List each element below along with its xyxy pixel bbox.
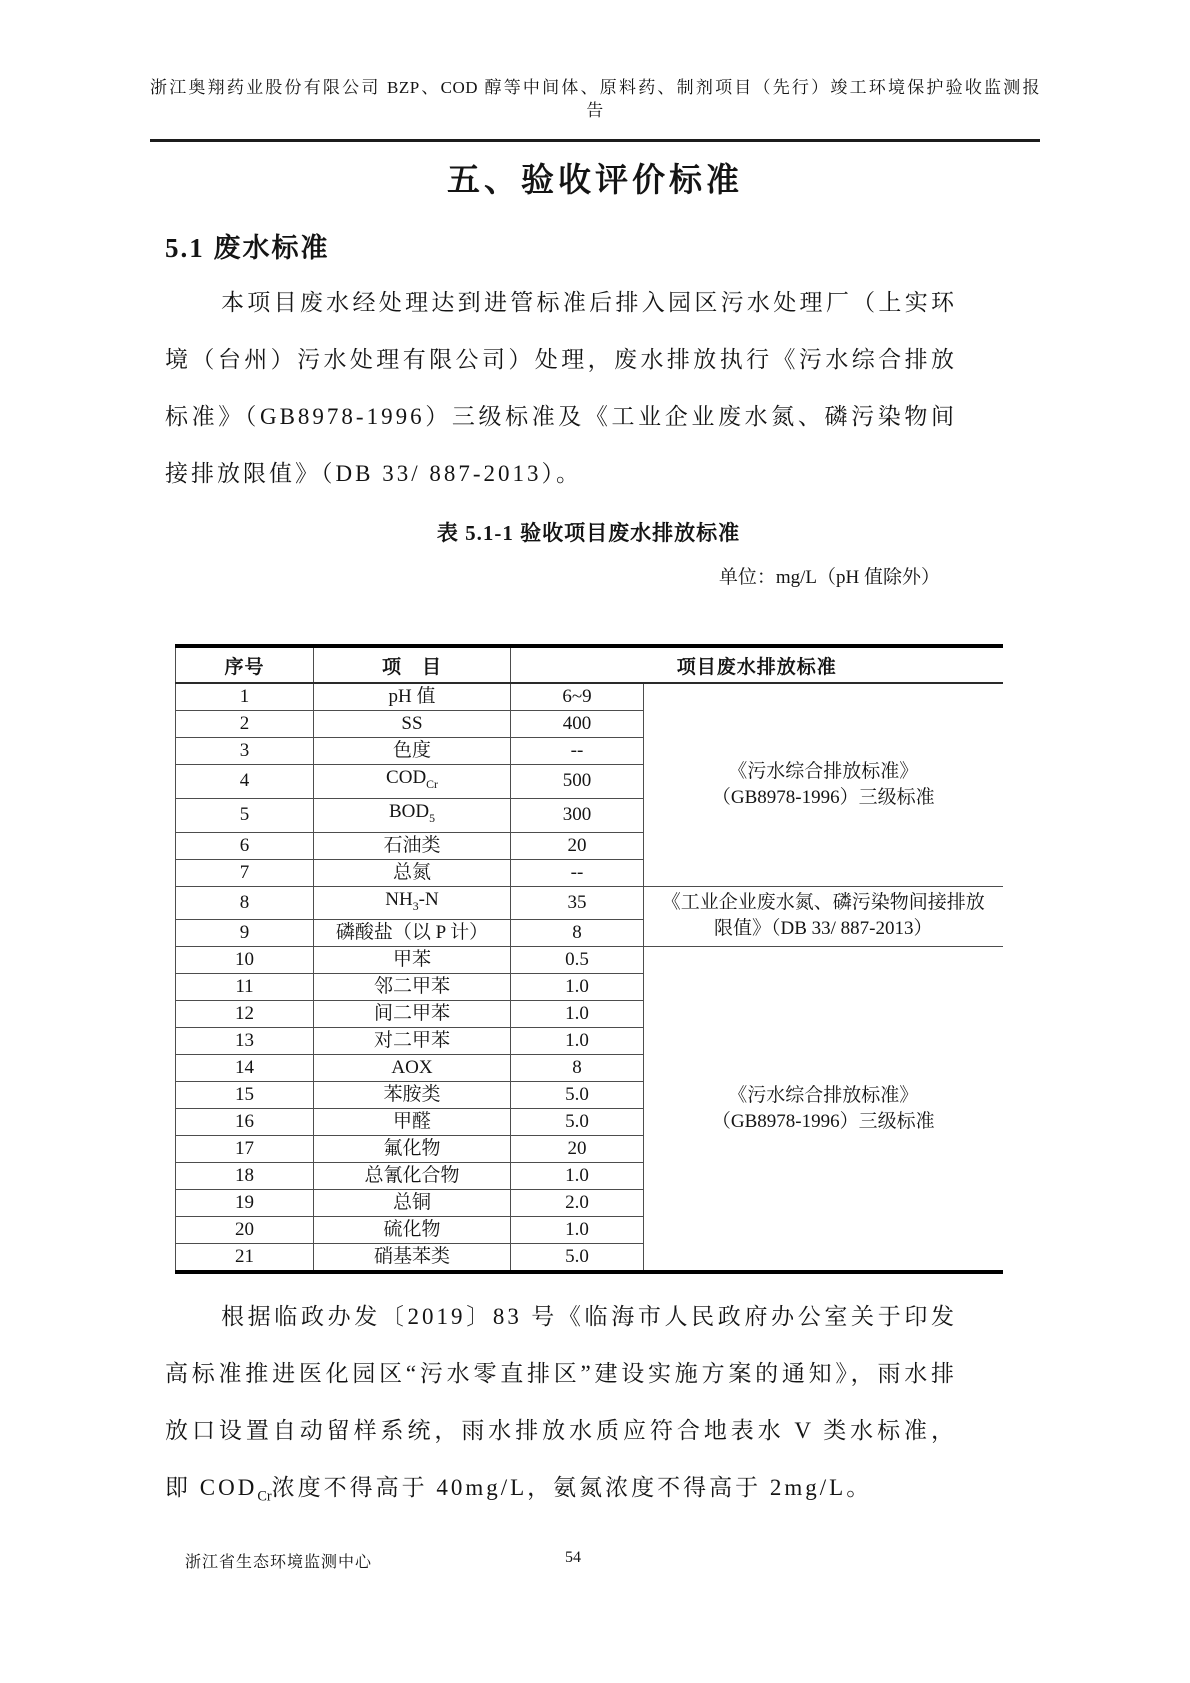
text-segment: 放口设置自动留样系统，雨水排放水质应符合地表水 V 类水标准， — [165, 1418, 957, 1443]
cell-no: 14 — [176, 1055, 314, 1082]
unit-note: 单位：mg/L（pH 值除外） — [718, 567, 940, 588]
col-header-item: 项 目 — [314, 646, 511, 683]
text-segment: 总氰化合物 — [364, 1165, 460, 1187]
standard-reference-line: （GB8978-1996）三级标准 — [711, 1110, 935, 1132]
cell-value: -- — [511, 738, 644, 765]
col-header-standard: 项目废水排放标准 — [511, 646, 1003, 683]
cell-value: 1.0 — [511, 1001, 644, 1028]
cell-value: 400 — [511, 711, 644, 738]
text-segment: 间二甲苯 — [373, 1003, 450, 1025]
cell-value: 1.0 — [511, 974, 644, 1001]
cell-item — [314, 683, 511, 711]
cell-no: 16 — [176, 1109, 314, 1136]
cell-value: 300 — [511, 798, 644, 832]
text-segment: COD — [386, 767, 427, 788]
cell-value: 1.0 — [511, 1217, 644, 1244]
cell-no: 15 — [176, 1082, 314, 1109]
text-segment: 色度 — [392, 740, 431, 761]
text-segment: NH — [385, 888, 413, 910]
cell-no: 21 — [176, 1244, 314, 1273]
subscript-text: Cr — [426, 777, 438, 791]
standard-reference-line: 《污水综合排放标准》 — [728, 760, 919, 782]
text-segment: SS — [401, 713, 423, 734]
cell-item — [314, 711, 511, 738]
cell-value: 1.0 — [511, 1028, 644, 1055]
paragraph-line — [165, 331, 957, 388]
text-segment: 本项目废水经处理达到进管标准后排入园区污水处理厂（上实环 — [221, 290, 957, 315]
cell-value: 6~9 — [511, 683, 644, 711]
running-header-line: 浙江奥翔药业股份有限公司 BZP、COD 醇等中间体、原料药、制剂项目（先行）竣工环境保护验收监测报 — [150, 78, 1040, 97]
cell-no: 12 — [176, 1001, 314, 1028]
paragraph-line — [165, 445, 957, 502]
cell-value: 5.0 — [511, 1082, 644, 1109]
table-row — [176, 947, 1003, 974]
text-segment: 浓度不得高于 40mg/L，氨氮浓度不得高于 2mg/L。 — [271, 1475, 873, 1500]
paragraph-line — [165, 1345, 957, 1402]
paragraph-line — [165, 388, 957, 445]
text-segment: 甲醛 — [392, 1111, 431, 1133]
paragraph-line — [165, 1459, 957, 1526]
cell-item — [314, 738, 511, 765]
cell-value: 35 — [511, 886, 644, 920]
text-segment: BOD — [388, 800, 430, 822]
table-caption: 表 5.1-1 验收项目废水排放标准 — [436, 521, 741, 545]
cell-no: 17 — [176, 1136, 314, 1163]
cell-no: 19 — [176, 1190, 314, 1217]
cell-value: 500 — [511, 765, 644, 799]
cell-item — [314, 1028, 511, 1055]
footer-org-name: 浙江省生态环境监测中心 — [185, 1554, 373, 1571]
cell-item — [314, 886, 511, 920]
text-segment: 即 COD — [165, 1475, 258, 1500]
cell-item — [314, 1190, 511, 1217]
subscript-text: 5 — [429, 811, 435, 825]
cell-value: 8 — [511, 1055, 644, 1082]
text-segment: 境（台州）污水处理有限公司）处理，废水排放执行《污水综合排放 — [165, 347, 957, 372]
cell-no: 7 — [176, 859, 314, 886]
cell-item — [314, 1244, 511, 1273]
cell-no: 13 — [176, 1028, 314, 1055]
text-segment: 硫化物 — [383, 1219, 441, 1241]
cell-item — [314, 859, 511, 886]
standard-reference-line: 《污水综合排放标准》 — [728, 1084, 919, 1106]
text-segment: 接排放限值》（DB 33/ 887-2013）。 — [165, 461, 582, 486]
cell-value: 20 — [511, 832, 644, 859]
cell-item — [314, 1082, 511, 1109]
cell-no: 18 — [176, 1163, 314, 1190]
cell-no: 1 — [176, 683, 314, 711]
cell-item — [314, 1217, 511, 1244]
paragraph — [165, 274, 957, 502]
cell-value: 2.0 — [511, 1190, 644, 1217]
header-divider — [150, 139, 1040, 142]
paragraph-line — [165, 1288, 957, 1345]
page-number: 54 — [565, 1549, 581, 1566]
cell-item — [314, 920, 511, 947]
cell-item — [314, 765, 511, 799]
section-heading: 5.1 废水标准 — [165, 233, 330, 263]
cell-item — [314, 947, 511, 974]
cell-value: 0.5 — [511, 947, 644, 974]
standards-table-body — [176, 683, 1003, 1272]
standard-reference-line: （GB8978-1996）三级标准 — [711, 786, 935, 808]
cell-value: 5.0 — [511, 1244, 644, 1273]
cell-standard-reference — [644, 947, 1003, 1273]
cell-no: 4 — [176, 765, 314, 799]
cell-item — [314, 832, 511, 859]
cell-value: 5.0 — [511, 1109, 644, 1136]
text-segment: AOX — [391, 1057, 433, 1079]
text-segment: 磷酸盐（以 P 计） — [335, 922, 489, 944]
cell-no: 2 — [176, 711, 314, 738]
text-segment: 对二甲苯 — [373, 1030, 450, 1052]
cell-no: 10 — [176, 947, 314, 974]
text-segment: 邻二甲苯 — [373, 976, 450, 998]
text-segment: 苯胺类 — [383, 1084, 441, 1106]
subscript-text: 3 — [412, 899, 419, 913]
cell-value: 8 — [511, 920, 644, 947]
text-segment: pH 值 — [388, 686, 436, 707]
cell-item — [314, 1055, 511, 1082]
standard-reference-line: 《工业企业废水氮、磷污染物间接排放 — [661, 892, 985, 914]
cell-item — [314, 1136, 511, 1163]
text-segment: 甲苯 — [392, 949, 431, 971]
cell-value: -- — [511, 859, 644, 886]
paragraph-line — [165, 274, 957, 331]
table-row — [176, 683, 1003, 711]
cell-no: 20 — [176, 1217, 314, 1244]
cell-value: 1.0 — [511, 1163, 644, 1190]
running-header-line: 告 — [586, 101, 604, 120]
cell-no: 6 — [176, 832, 314, 859]
text-segment: 总氮 — [392, 861, 431, 883]
standard-reference-line: 限值》（DB 33/ 887-2013） — [714, 918, 933, 940]
text-segment: 总铜 — [392, 1192, 431, 1214]
table-header-row — [176, 646, 1003, 683]
cell-no: 8 — [176, 886, 314, 920]
text-segment: -N — [418, 888, 439, 910]
subscript-text: Cr — [257, 1488, 272, 1505]
text-segment: 标准》（GB8978-1996）三级标准及《工业企业废水氮、磷污染物间 — [165, 404, 957, 429]
cell-standard-reference — [644, 683, 1003, 886]
col-header-no: 序号 — [176, 646, 314, 683]
cell-value: 20 — [511, 1136, 644, 1163]
table-row — [176, 886, 1003, 920]
paragraph-line — [165, 1402, 957, 1459]
text-segment: 氟化物 — [383, 1138, 441, 1160]
cell-item — [314, 1109, 511, 1136]
text-segment: 高标准推进医化园区“污水零直排区”建设实施方案的通知》，雨水排 — [165, 1361, 957, 1386]
page-title: 五、验收评价标准 — [447, 163, 743, 199]
cell-no: 11 — [176, 974, 314, 1001]
cell-no: 9 — [176, 920, 314, 947]
cell-item — [314, 974, 511, 1001]
cell-item — [314, 1163, 511, 1190]
text-segment: 硝基苯类 — [373, 1246, 450, 1268]
paragraph — [165, 1288, 957, 1526]
standards-table — [175, 644, 1003, 1274]
running-header — [150, 76, 1040, 122]
standards-table-wrap — [175, 644, 1002, 1274]
cell-standard-reference — [644, 886, 1003, 947]
text-segment: 石油类 — [383, 834, 441, 856]
text-segment: 根据临政办发〔2019〕83 号《临海市人民政府办公室关于印发 — [221, 1304, 957, 1329]
cell-no: 3 — [176, 738, 314, 765]
cell-item — [314, 798, 511, 832]
cell-item — [314, 1001, 511, 1028]
cell-no: 5 — [176, 798, 314, 832]
